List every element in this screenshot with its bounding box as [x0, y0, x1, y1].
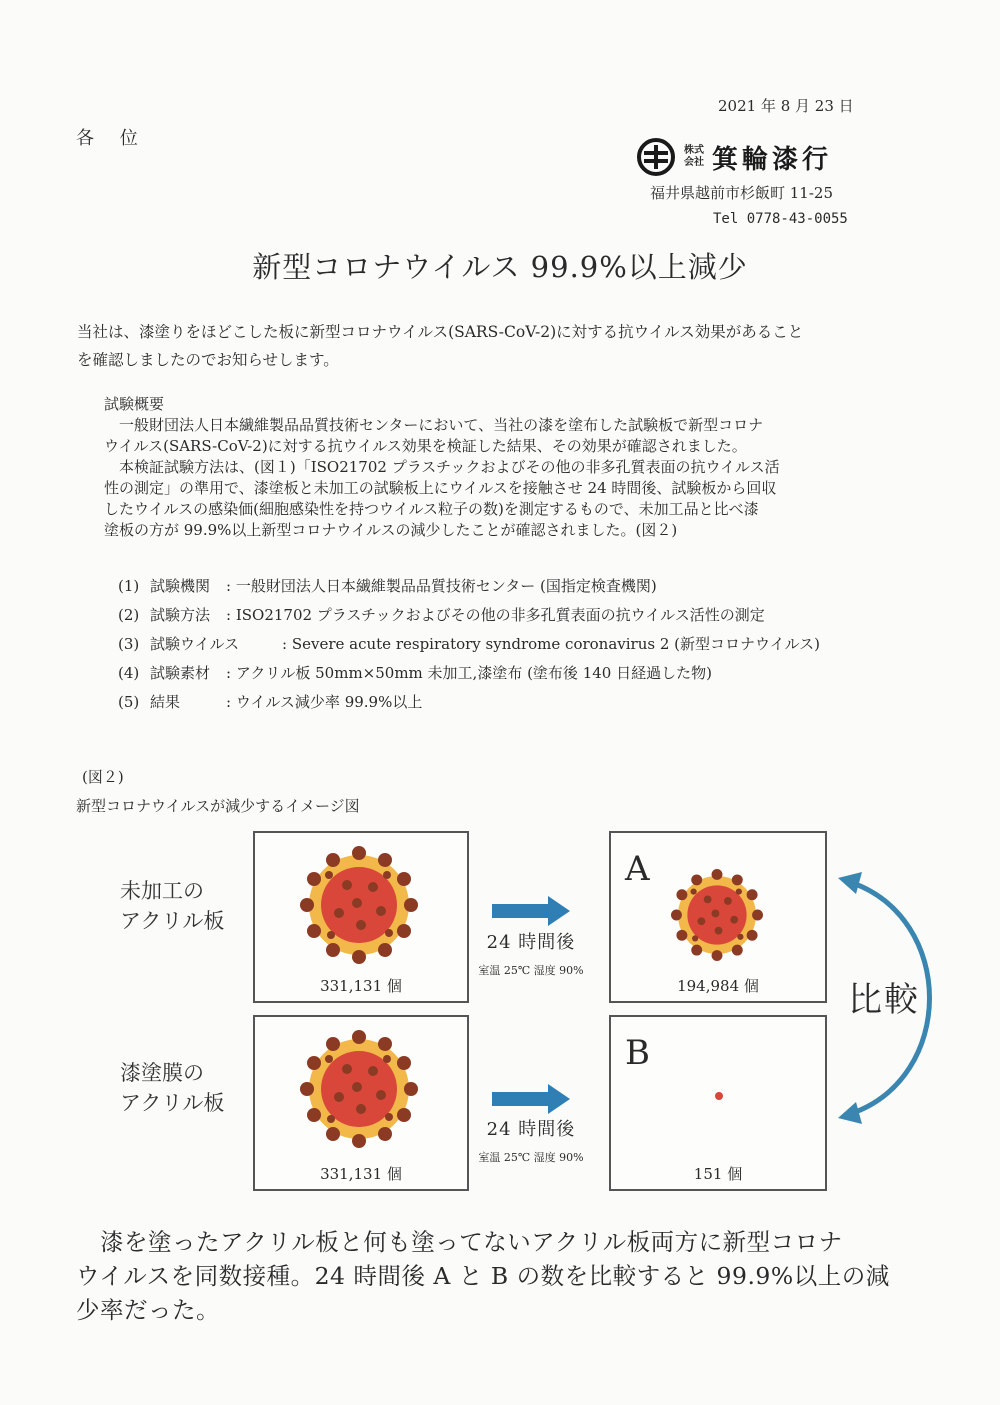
before-box-untreated	[253, 831, 469, 1003]
company-mark-icon	[636, 137, 676, 177]
overview-line: 本検証試験方法は、(図１)「ISO21702 プラスチックおよびその他の非多孔質表面の抗ウイルス活	[119, 458, 780, 476]
item-number: (5)	[118, 693, 140, 711]
elapsed-time: 24 時間後	[486, 1119, 576, 1140]
item-label: 試験ウイルス	[150, 635, 240, 653]
company-tel: Tel 0778-43-0055	[713, 211, 848, 227]
test-items-list	[118, 572, 820, 717]
figure-caption: 新型コロナウイルスが減少するイメージ図	[76, 797, 360, 815]
summary-line: ウイルスを同数接種。24 時間後 A と B の数を比較すると 99.9%以上の減	[76, 1262, 890, 1290]
list-item	[118, 659, 820, 688]
arrow-caption	[466, 928, 596, 978]
list-item	[118, 572, 820, 601]
company-kind: 株式会社	[684, 145, 704, 168]
summary-line: 少率だった。	[76, 1296, 220, 1324]
conditions: 室温 25℃ 湿度 90%	[478, 1151, 584, 1164]
list-item	[118, 601, 820, 630]
row-label-line: アクリル板	[120, 1091, 225, 1115]
row-label-line: アクリル板	[120, 909, 225, 933]
overview-line: ウイルス(SARS-CoV-2)に対する抗ウイルス効果を検証した結果、その効果が確認されました。	[104, 437, 747, 455]
row-label-line: 未加工の	[120, 879, 204, 903]
virus-icon	[611, 833, 825, 973]
document-title: 新型コロナウイルス 99.9%以上減少	[252, 250, 748, 284]
overview-line: 塗板の方が 99.9%以上新型コロナウイルスの減少したことが確認されました。(図２)	[104, 521, 678, 539]
row-label-line: 漆塗膜の	[120, 1061, 204, 1085]
arrow-caption	[466, 1115, 596, 1165]
item-number: (2)	[118, 606, 140, 624]
virus-count: 331,131 個	[320, 977, 402, 995]
row-label-untreated	[120, 876, 224, 936]
item-value: : 一般財団法人日本繊維製品品質技術センター (国指定検査機関)	[226, 577, 657, 595]
overview-line: したウイルスの感染価(細胞感染性を持つウイルス粒子の数)を測定するもので、未加工品と比べ漆	[104, 500, 759, 518]
virus-dot-icon	[611, 1017, 825, 1162]
virus-icon	[255, 1017, 467, 1162]
item-value: : アクリル板 50mm×50mm 未加工,漆塗布 (塗布後 140 日経過した物)	[226, 664, 712, 682]
virus-count: 194,984 個	[677, 977, 759, 995]
item-label: 試験機関	[150, 577, 211, 595]
overview-line: 一般財団法人日本繊維製品品質技術センターにおいて、当社の漆を塗布した試験板で新型コロナ	[119, 416, 764, 434]
elapsed-time: 24 時間後	[486, 932, 576, 953]
figure-label: (図２)	[82, 768, 124, 786]
item-label: 結果	[150, 693, 181, 711]
box-letter: A	[625, 849, 650, 889]
intro-line: を確認しましたのでお知らせします。	[77, 351, 339, 369]
summary-line: 漆を塗ったアクリル板と何も塗ってないアクリル板両方に新型コロナ	[100, 1228, 843, 1256]
arrow-right-icon	[492, 896, 572, 926]
list-item	[118, 630, 820, 659]
document-date: 2021 年 8 月 23 日	[718, 97, 854, 115]
arrow-right-icon	[492, 1084, 572, 1114]
intro-paragraph	[77, 318, 867, 374]
list-item	[118, 688, 820, 717]
row-label-lacquered	[120, 1058, 224, 1118]
addressee: 各 位	[76, 128, 148, 149]
box-letter: B	[625, 1033, 650, 1073]
item-value: : Severe acute respiratory syndrome coronavirus 2 (新型コロナウイルス)	[282, 635, 820, 653]
item-label: 試験素材	[150, 664, 211, 682]
compare-label: 比較	[848, 980, 920, 1020]
summary-paragraph	[76, 1225, 936, 1327]
item-number: (3)	[118, 635, 140, 653]
company-address: 福井県越前市杉飯町 11-25	[650, 184, 834, 202]
conditions: 室温 25℃ 湿度 90%	[478, 964, 584, 977]
virus-count: 151 個	[693, 1165, 743, 1183]
overview-line: 性の測定」の準用で、漆塗板と未加工の試験板上にウイルスを接触させ 24 時間後、試験板から回収	[104, 479, 777, 497]
intro-line: 当社は、漆塗りをほどこした板に新型コロナウイルス(SARS-CoV-2)に対する抗ウイルス効果があること	[77, 323, 804, 341]
item-value: : ウイルス減少率 99.9%以上	[226, 693, 423, 711]
item-label: 試験方法	[150, 606, 211, 624]
overview-heading: 試験概要	[104, 395, 165, 413]
after-box-a	[609, 831, 827, 1003]
overview-section	[104, 394, 864, 541]
virus-icon	[255, 833, 467, 973]
item-value: : ISO21702 プラスチックおよびその他の非多孔質表面の抗ウイルス活性の測定	[226, 606, 765, 624]
item-number: (1)	[118, 577, 140, 595]
virus-count: 331,131 個	[320, 1165, 402, 1183]
item-number: (4)	[118, 664, 140, 682]
company-logo	[636, 137, 832, 177]
company-name: 箕輪漆行	[712, 144, 833, 175]
after-box-b	[609, 1015, 827, 1191]
before-box-lacquered	[253, 1015, 469, 1191]
